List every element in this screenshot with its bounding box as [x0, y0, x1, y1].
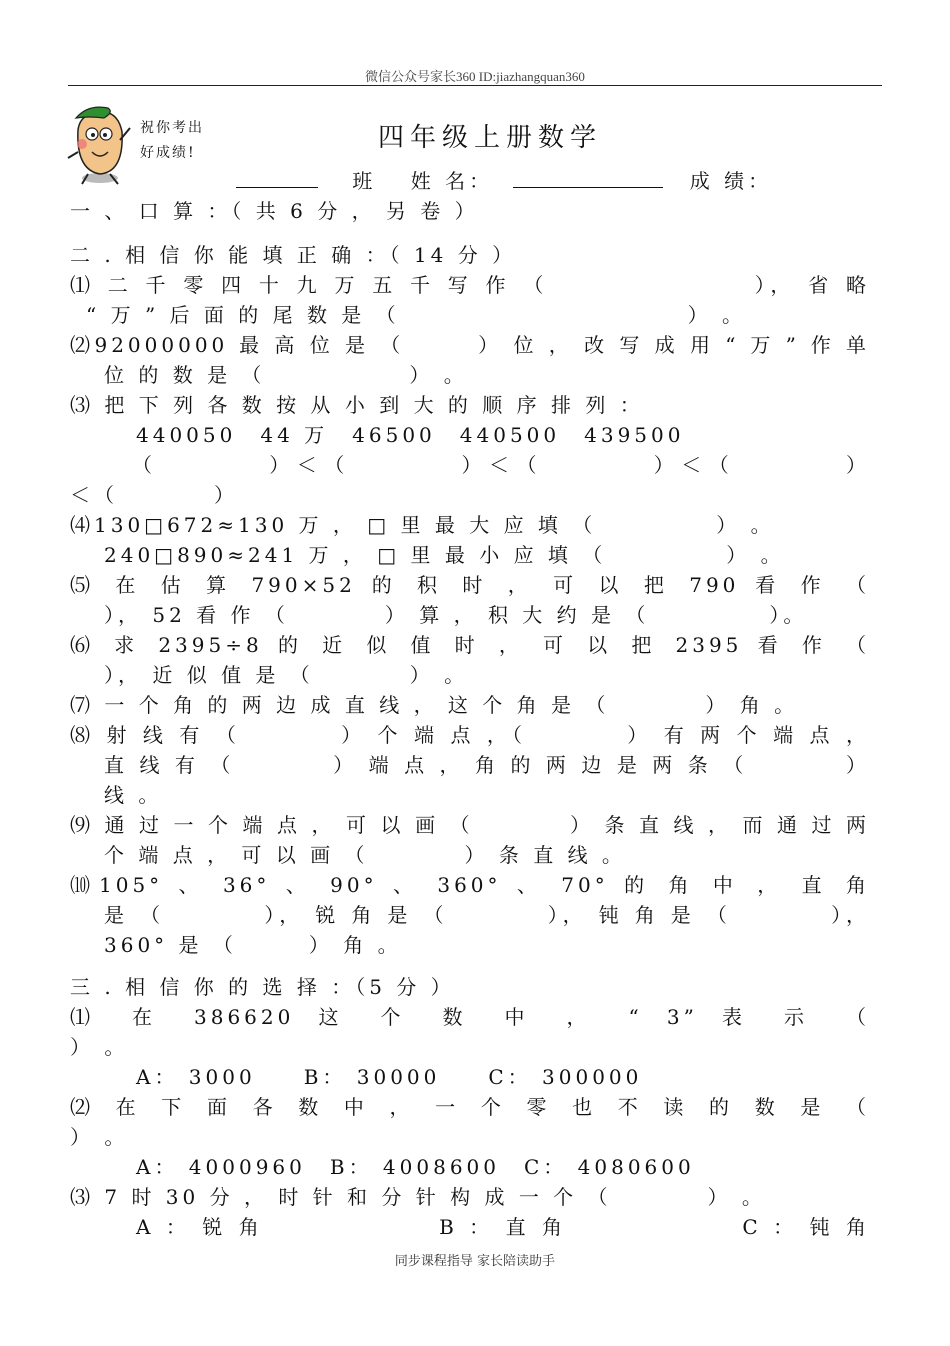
question-2-3-numbers: 440050 44 万 46500 440500 439500 — [136, 423, 685, 447]
section-3-heading: 三 . 相 信 你 的 选 择 ：（5 分 ） — [70, 975, 455, 999]
question-3-3-options: A ： 锐 角 B ： 直 角 C ： 钝 角 — [136, 1215, 870, 1239]
question-2-10-line3: 360° 是 （ ） 角 。 — [104, 933, 402, 957]
question-2-2-line2: 位 的 数 是 （ ） 。 — [104, 363, 468, 387]
question-3-1-options: A： 3000 B： 30000 C： 300000 — [136, 1065, 643, 1089]
question-2-7: ⑺ 一 个 角 的 两 边 成 直 线 ， 这 个 角 是 （ ） 角 。 — [70, 693, 799, 717]
page-title: 四年级上册数学 — [377, 123, 602, 153]
question-2-8-line2: 直 线 有 （ ） 端 点 ， 角 的 两 边 是 两 条 （ ） — [104, 753, 870, 777]
question-2-1-line2: “ 万 ” 后 面 的 尾 数 是 （ ） 。 — [86, 303, 747, 327]
section-1-heading: 一 、 口 算 ：（ 共 6 分 ， 另 卷 ） — [70, 199, 479, 223]
question-2-4-line2: 240□890≈241 万 ， □ 里 最 小 应 填 （ ） 。 — [104, 543, 785, 567]
question-3-3-line1: ⑶ 7 时 30 分 ， 时 针 和 分 针 构 成 一 个 （ ） 。 — [70, 1185, 766, 1209]
section-2-heading: 二 . 相 信 你 能 填 正 确 ：（ 14 分 ） — [70, 243, 517, 267]
question-2-5-line1: ⑸ 在 估 算 790×52 的 积 时 ， 可 以 把 790 看 作 （ — [70, 573, 870, 597]
page-header-source: 微信公众号家长360 ID:jiazhangquan360 — [365, 69, 585, 84]
question-2-4-line1: ⑷130□672≈130 万 ， □ 里 最 大 应 填 （ ） 。 — [70, 513, 775, 537]
name-label: 姓 名： — [410, 169, 494, 193]
class-label: 班 — [352, 169, 377, 193]
question-2-5-line2: ）， 52 看 作 （ ） 算 ， 积 大 约 是 （ ）。 — [104, 603, 808, 627]
question-2-10-line2: 是 （ ）， 锐 角 是 （ ）， 钝 角 是 （ ）， — [104, 903, 870, 927]
mascot-caption-line2: 好成绩! — [140, 145, 196, 161]
score-label: 成 绩： — [689, 169, 773, 193]
question-2-6-line2: ）， 近 似 值 是 （ ） 。 — [104, 663, 469, 687]
question-2-1-line1: ⑴ 二 千 零 四 十 九 万 五 千 写 作 （ ）， 省 略 — [70, 273, 870, 297]
question-2-10-line1: ⑽105° 、 36° 、 90° 、 360° 、 70° 的 角 中 ， 直 角 — [70, 873, 870, 897]
name-blank — [513, 167, 663, 188]
info-row — [70, 166, 870, 196]
mascot-caption-line1: 祝你考出 — [140, 120, 204, 136]
question-3-2-options: A： 4000960 B： 4008600 C： 4080600 — [136, 1155, 695, 1179]
question-3-1-line1: ⑴ 在 386620 这 个 数 中 ， “ 3” 表 示 （ — [70, 1005, 870, 1029]
question-2-3-answer-row: （ ）＜（ ）＜（ ）＜（ ） — [132, 453, 870, 477]
question-2-3-answer-row-end: ＜（ ） — [70, 483, 238, 507]
question-2-8-line1: ⑻ 射 线 有 （ ） 个 端 点 ，（ ） 有 两 个 端 点 ， — [70, 723, 870, 747]
question-3-1-line2: ） 。 — [70, 1035, 129, 1059]
page-footer: 同步课程指导 家长陪读助手 — [394, 1254, 556, 1269]
question-2-9-line2: 个 端 点 ， 可 以 画 （ ） 条 直 线 。 — [104, 843, 626, 867]
question-2-6-line1: ⑹ 求 2395÷8 的 近 似 值 时 ， 可 以 把 2395 看 作 （ — [70, 633, 870, 657]
question-2-2-line1: ⑵92000000 最 高 位 是 （ ） 位 ， 改 写 成 用 “ 万 ” 作 单 — [70, 333, 870, 357]
question-3-2-line1: ⑵ 在 下 面 各 数 中 ， 一 个 零 也 不 读 的 数 是 （ — [70, 1095, 870, 1119]
class-blank — [236, 167, 318, 188]
question-2-8-line3: 线 。 — [104, 783, 163, 807]
header-rule — [68, 85, 882, 86]
question-2-9-line1: ⑼ 通 过 一 个 端 点 ， 可 以 画 （ ） 条 直 线 ， 而 通 过 两 — [70, 813, 870, 837]
question-3-2-line2: ） 。 — [70, 1125, 129, 1149]
question-2-3-line1: ⑶ 把 下 列 各 数 按 从 小 到 大 的 顺 序 排 列 ： — [70, 393, 644, 417]
